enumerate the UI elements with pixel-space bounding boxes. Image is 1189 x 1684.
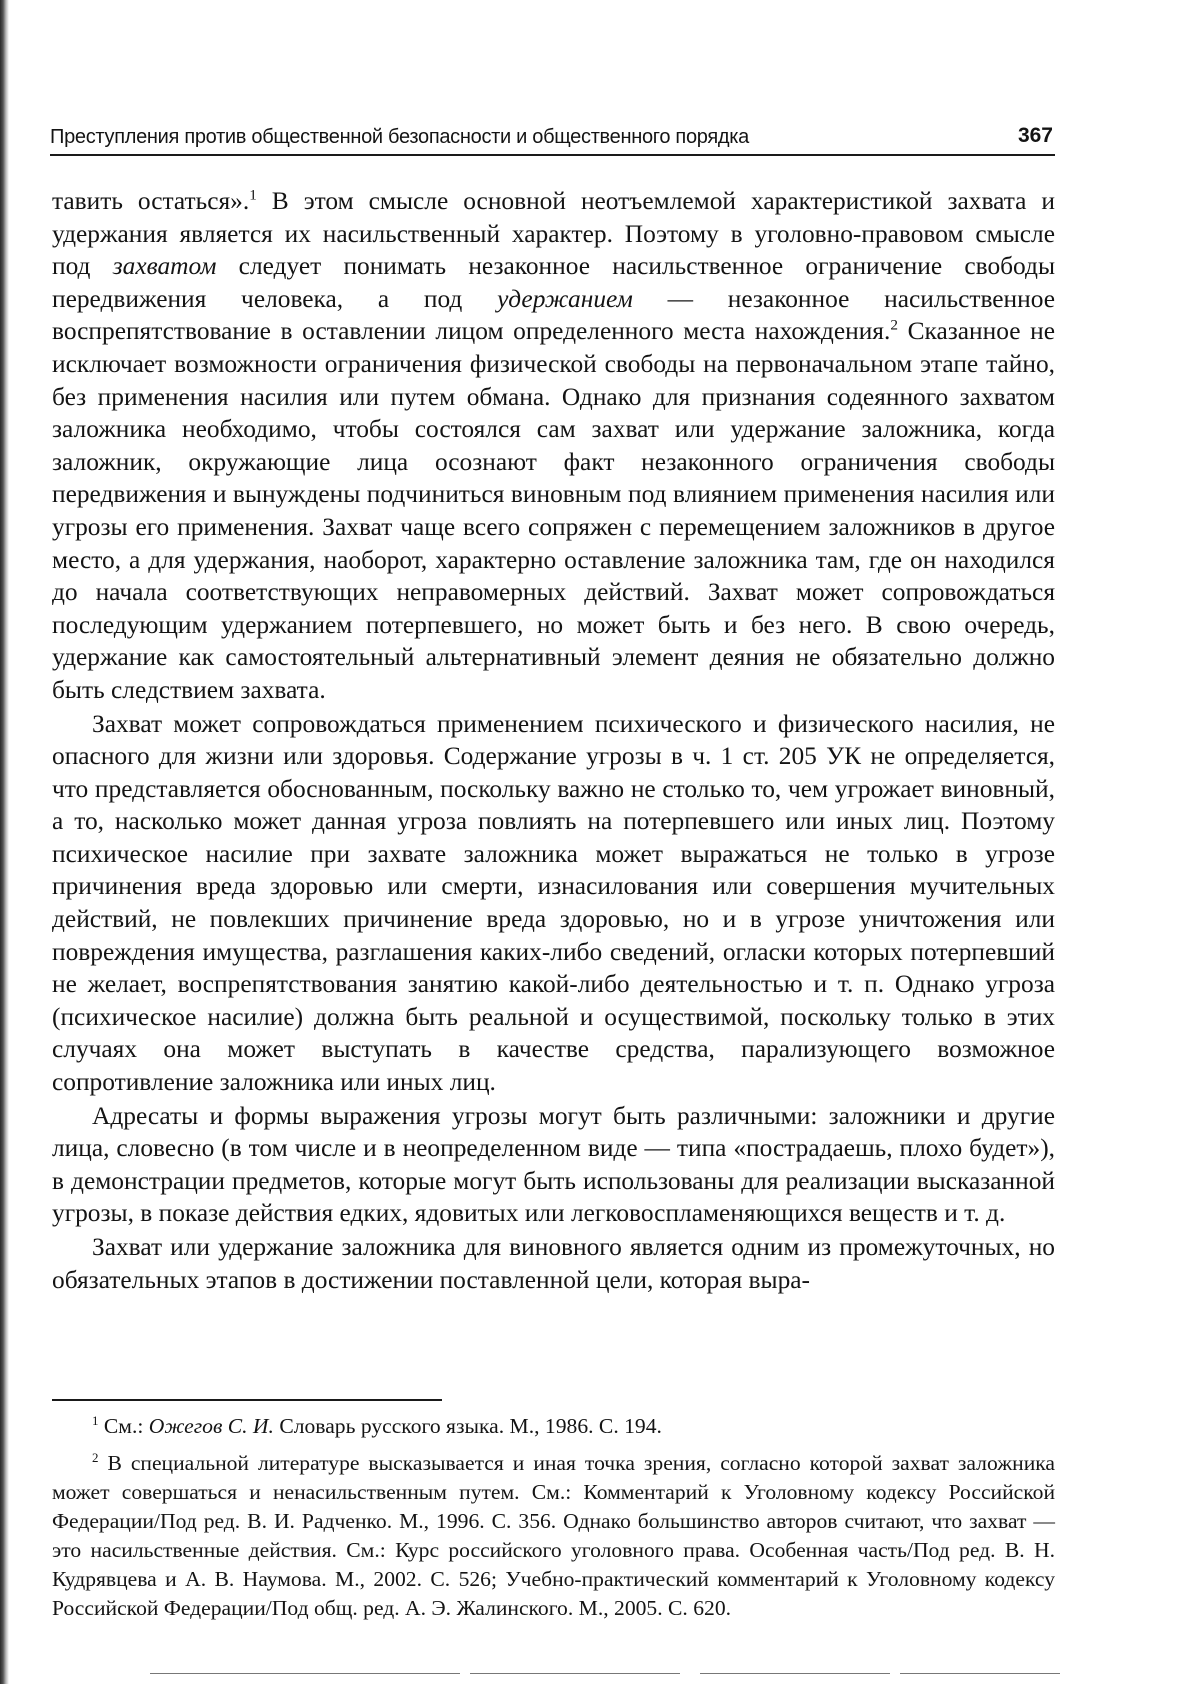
text-run: См.: [98,1414,149,1438]
footnote-author: Ожегов С. И. [148,1414,274,1438]
footnote-ref-1: 1 [249,186,257,204]
footnote-2 [52,1449,1055,1623]
text-run: тавить остаться». [52,187,250,215]
footnote-ref-2: 2 [890,316,898,334]
paragraph-3: Адресаты и формы выражения угрозы могут быть различными: заложники и другие лица, словесно (в том числе и в неопределенном виде — типа «пострадаешь, плохо будет»), в демонстрации предметов, которые могут быть использованы для реализации высказанной угрозы, в показе действия едких, ядовитых или легковоспламеняющихся веществ и т. д. [52,1101,1055,1228]
text-run: следует понимать незаконное насильственное ограничение свободы передвижения человека, а под [52,252,1056,313]
body-text [52,185,1055,1296]
footnote-separator [52,1399,442,1401]
footnote-mark: 1 [92,1412,99,1428]
text-run: В специальной литературе высказывается и иная точка зрения, согласно которой захват заложника может совершаться и ненасильственным путем. См.: Комментарий к Уголовному кодексу Российской Федерации/Под ред. В. И. Радченко. М., 1996. С. 356. Однако большинство авторов считают, что захват — это насильственные действия. См.: Курс российского уголовного права. Особенная часть/Под ред. В. Н. Кудрявцева и А. В. Наумова. М., 2002. С. 526; Учебно-практический комментарий к Уголовному кодексу Российской Федерации/Под общ. ред. А. Э. Жалинского. М., 2005. С. 620. [52,1451,1055,1620]
paragraph-2: Захват может сопровождаться применением психического и физического насилия, не опасного для жизни или здоровья. Содержание угрозы в ч. 1 ст. 205 УК не определяется, что представляется обоснованным, поскольку важно не столько то, чем угрожает виновный, а то, насколько может данная угроза повлиять на потерпевшего или иных лиц. Поэтому психическое насилие при захвате заложника может выражаться не только в угрозе причинения вреда здоровью или смерти, изнасилования или совершения мучительных действий, не повлекших причинение вреда здоровью, но и в угрозе уничтожения или повреждения имущества, разглашения каких-либо сведений, огласки которых потерпевший не желает, воспрепятствования занятию какой-либо деятельностью и т. п. Однако угроза (психическое насилие) должна быть реальной и осуществимой, поскольку только в этих случаях она может выступать в качестве средства, парализующего возможное сопротивление заложника или иных лиц. [52,709,1055,1097]
footnote-1 [52,1412,1055,1441]
scan-bottom-mark [150,1673,460,1674]
emphasis-term: захватом [112,252,217,281]
running-title: Преступления против общественной безопасности и общественного порядка [50,126,749,148]
page-number: 367 [1017,124,1053,147]
footnote-mark: 2 [92,1449,99,1465]
emphasis-term: удержанием [497,284,633,313]
text-run: — незаконное насильственное воспрепятствование в оставлении лицом определенного места нахождения. [52,284,1056,346]
text-run: Словарь русского языка. М., 1986. С. 194. [273,1414,662,1438]
footnotes [52,1412,1055,1623]
scan-bottom-mark [900,1673,1060,1674]
paragraph-4: Захват или удержание заложника для виновного является одним из промежуточных, но обязательных этапов в достижении поставленной цели, которая выра- [52,1233,1055,1294]
scan-bottom-mark [470,1673,680,1674]
running-header [50,124,1055,156]
paragraph-1 [52,185,1055,707]
text-run: В этом смысле основной неотъемлемой характеристикой захвата и удержания является их насильственный характер. Поэтому в уголовно-правовом смысле под [52,187,1056,281]
text-run: Сказанное не исключает возможности ограничения физической свободы на первоначальном этапе тайно, без применения насилия или путем обмана. Однако для признания содеянного захватом заложника необходимо, чтобы состоялся сам захват или удержание заложника, когда заложник, окружающие лица осознают факт незаконного ограничения свободы передвижения и вынуждены подчиниться виновным под влиянием применения насилия или угрозы его применения. Захват чаще всего сопряжен с перемещением заложников в другое место, а для удержания, наоборот, характерно оставление заложника там, где он находился до начала соответствующих неправомерных действий. Захват может сопровождаться последующим удержанием потерпевшего, но может быть и без него. В свою очередь, удержание как самостоятельный альтернативный элемент деяния не обязательно должно быть следствием захвата. [52,317,1055,704]
scan-bottom-mark [700,1673,890,1674]
scan-binding-edge [0,0,9,1684]
